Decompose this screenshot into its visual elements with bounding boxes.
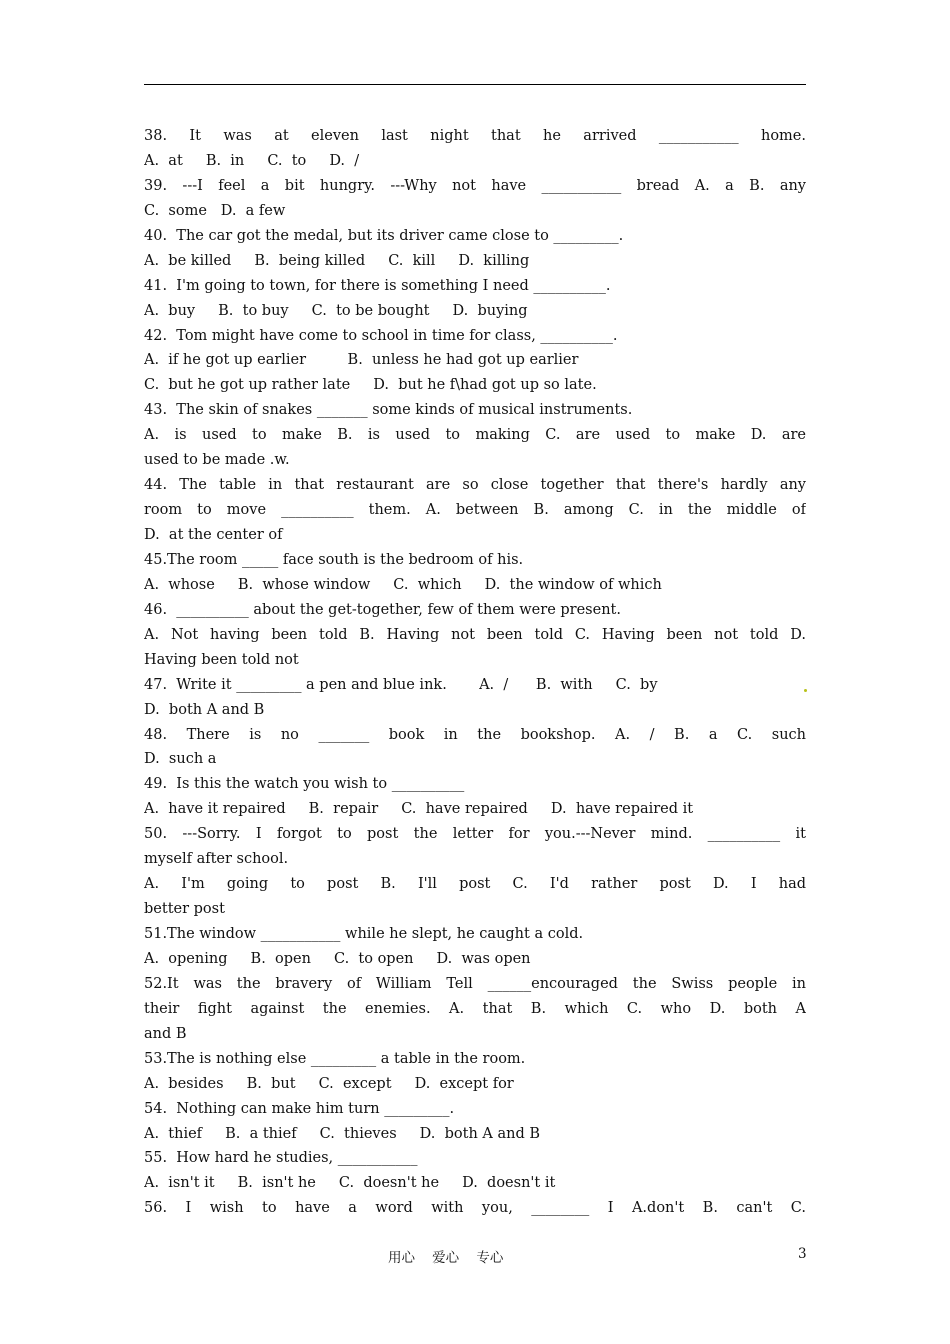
stray-mark-dot [804,689,807,692]
text-line: better post [144,901,225,918]
text-line: 45.The room _____ face south is the bedroom of his. [144,551,524,568]
page-number: 3 [798,1246,807,1262]
text-line: D. both A and B [144,701,265,718]
text-line: 42. Tom might have come to school in time for class, __________. [144,327,618,344]
text-line: A. thief B. a thief C. thieves D. both A and B [144,1125,541,1142]
text-line: 50. ---Sorry. I forgot to post the letter for you.---Never mind. __________ it [144,826,806,843]
text-line: A. isn't it B. isn't he C. doesn't he D. doesn't it [144,1175,556,1192]
text-line: A. opening B. open C. to open D. was open [144,950,531,967]
text-line: D. at the center of [144,527,283,543]
text-line: 56. I wish to have a word with you, ________ I A.don't B. can't C. [144,1200,806,1217]
text-line: used to be made .w. [144,452,290,469]
text-line: 41. I'm going to town, for there is something I need __________. [144,277,611,294]
text-line: 48. There is no _______ book in the bookshop. A. / B. a C. such [144,726,806,743]
text-line: A. buy B. to buy C. to be bought D. buying [144,302,528,319]
text-line: 47. Write it _________ a pen and blue ink. A. / B. with C. by [144,676,658,693]
text-line: A. is used to make B. is used to making C. are used to make D. are [144,427,806,444]
text-line: A. if he got up earlier B. unless he had got up earlier [144,352,579,369]
text-line: A. have it repaired B. repair C. have repaired D. have repaired it [144,801,694,818]
text-line: D. such a [144,751,217,768]
text-line: myself after school. [144,851,289,868]
text-line: 55. How hard he studies, ___________ [144,1150,418,1167]
text-line: A. Not having been told B. Having not been told C. Having been not told D. [144,626,806,643]
text-line: 51.The window ___________ while he slept, he caught a cold. [144,926,584,942]
header-rule [144,84,806,85]
text-line: 40. The car got the medal, but its driver came close to _________. [144,227,624,244]
text-line: 38. It was at eleven last night that he arrived ___________ home. [144,128,806,144]
text-line: A. at B. in C. to D. / [144,152,360,169]
text-line: Having been told not [144,651,299,668]
text-line: 46. __________ about the get-together, few of them were present. [144,601,621,618]
text-line: and B [144,1025,187,1042]
text-line: A. besides B. but C. except D. except for [144,1075,514,1092]
text-line: C. some D. a few [144,202,286,219]
text-line: A. I'm going to post B. I'll post C. I'd rather post D. I had [144,876,806,893]
text-line: 53.The is nothing else _________ a table in the room. [144,1050,526,1067]
text-line: 43. The skin of snakes _______ some kinds of musical instruments. [144,402,633,419]
text-line: 44. The table in that restaurant are so close together that there's hardly any [144,477,806,494]
text-line: room to move __________ them. A. between B. among C. in the middle of [144,502,806,519]
text-line: A. be killed B. being killed C. kill D. killing [144,252,530,269]
footer-motto: 用心 爱心 专心 [388,1250,504,1266]
text-line: 49. Is this the watch you wish to __________ [144,776,465,793]
text-line: 52.It was the bravery of William Tell ______encouraged the Swiss people in [144,975,806,992]
exercise-text [144,124,806,1221]
text-line: C. but he got up rather late D. but he f\had got up so late. [144,377,597,394]
text-line: 54. Nothing can make him turn _________. [144,1100,455,1117]
text-line: their fight against the enemies. A. that B. which C. who D. both A [144,1000,806,1017]
text-line: 39. ---I feel a bit hungry. ---Why not have ___________ bread A. a B. any [144,177,806,194]
page-footer [0,1246,950,1270]
text-line: A. whose B. whose window C. which D. the window of which [144,576,662,593]
